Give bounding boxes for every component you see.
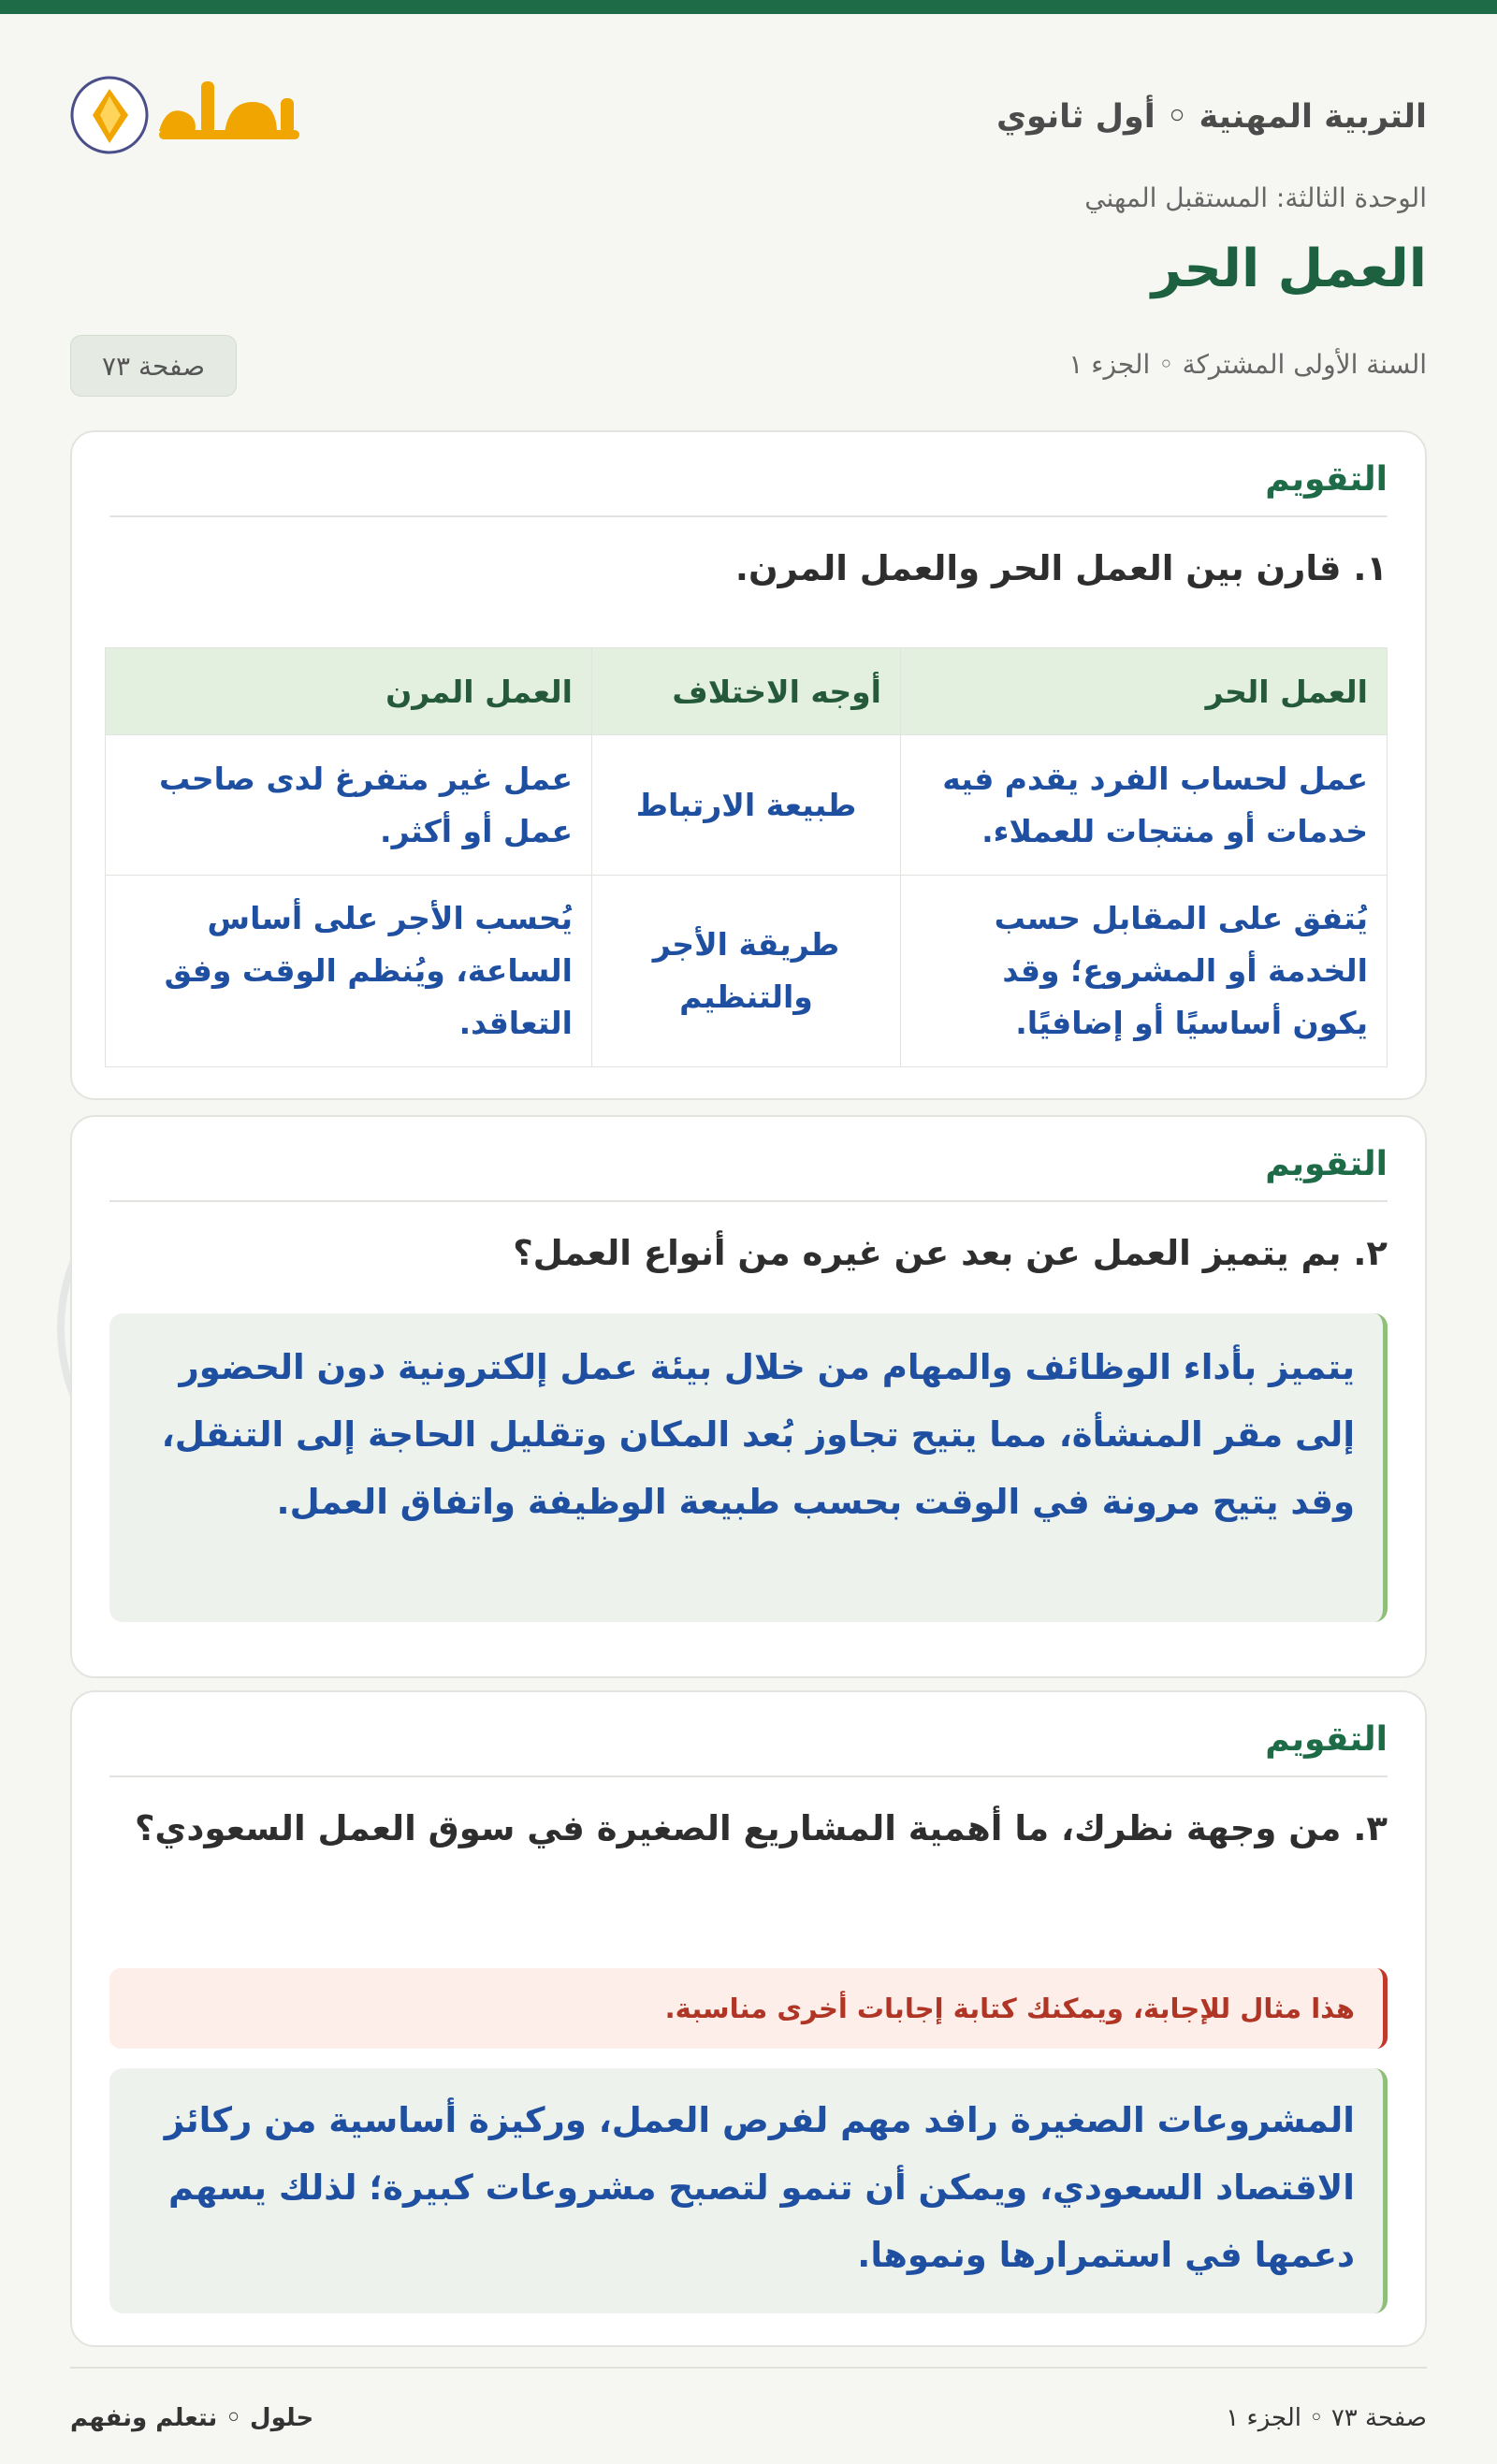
table-cell: يُحسب الأجر على أساس الساعة، ويُنظم الوقت وفق التعاقد.	[106, 876, 592, 1067]
card-heading: التقويم	[109, 460, 1388, 517]
unit-label: الوحدة الثالثة: المستقبل المهني	[1084, 182, 1427, 213]
page-header	[70, 61, 1427, 164]
table-cell: عمل لحساب الفرد يقدم فيه خدمات أو منتجات للعملاء.	[901, 735, 1388, 876]
answer-box: المشروعات الصغيرة رافد مهم لفرص العمل، وركيزة أساسية من ركائز الاقتصاد السعودي، ويمكن أن تنمو لتصبح مشروعات كبيرة؛ لذلك يسهم دعمها في استمرارها ونموها.	[109, 2068, 1388, 2313]
table-header-cell: أوجه الاختلاف	[592, 648, 901, 735]
answer-box: يتميز بأداء الوظائف والمهام من خلال بيئة عمل إلكترونية دون الحضور إلى مقر المنشأة، مما يتيح تجاوز بُعد المكان وتقليل الحاجة إلى التنقل، وقد يتيح مرونة في الوقت بحسب طبيعة الوظيفة واتفاق العمل.	[109, 1313, 1388, 1622]
card-heading: التقويم	[109, 1720, 1388, 1777]
question-2: ٢. بم يتميز العمل عن بعد عن غيره من أنواع العمل؟	[513, 1233, 1388, 1273]
question-1: ١. قارن بين العمل الحر والعمل المرن.	[734, 548, 1388, 588]
table-header-row	[106, 648, 1388, 735]
card-heading: التقويم	[109, 1145, 1388, 1202]
hulul-logo	[70, 61, 323, 173]
table-header-cell: العمل المرن	[106, 648, 592, 735]
top-accent-bar	[0, 0, 1497, 14]
evaluation-card-3	[70, 1690, 1427, 2347]
question-3: ٣. من وجهة نظرك، ما أهمية المشاريع الصغيرة في سوق العمل السعودي؟	[134, 1808, 1388, 1848]
page	[70, 14, 1427, 2464]
evaluation-card-1	[70, 430, 1427, 1100]
evaluation-card-2	[70, 1115, 1427, 1678]
example-note: هذا مثال للإجابة، ويمكنك كتابة إجابات أخرى مناسبة.	[109, 1968, 1388, 2049]
table-cell: يُتفق على المقابل حسب الخدمة أو المشروع؛ وقد يكون أساسيًا أو إضافيًا.	[901, 876, 1388, 1067]
table-cell: طريقة الأجر والتنظيم	[592, 876, 901, 1067]
table-header-cell: العمل الحر	[901, 648, 1388, 735]
page-badge: صفحة ٧٣	[70, 335, 237, 397]
subject-title: التربية المهنية ◦ أول ثانوي	[996, 98, 1427, 136]
footer-page-info: صفحة ٧٣ ◦ الجزء ١	[1226, 2404, 1427, 2432]
lesson-title: العمل الحر	[1151, 239, 1427, 299]
table-row	[106, 735, 1388, 876]
table-row	[106, 876, 1388, 1067]
year-part-label: السنة الأولى المشتركة ◦ الجزء ١	[1068, 349, 1427, 380]
table-cell: طبيعة الارتباط	[592, 735, 901, 876]
page-footer	[70, 2367, 1427, 2432]
table-cell: عمل غير متفرغ لدى صاحب عمل أو أكثر.	[106, 735, 592, 876]
footer-brand: حلول ◦ نتعلم ونفهم	[70, 2404, 314, 2432]
comparison-table	[105, 647, 1388, 1067]
